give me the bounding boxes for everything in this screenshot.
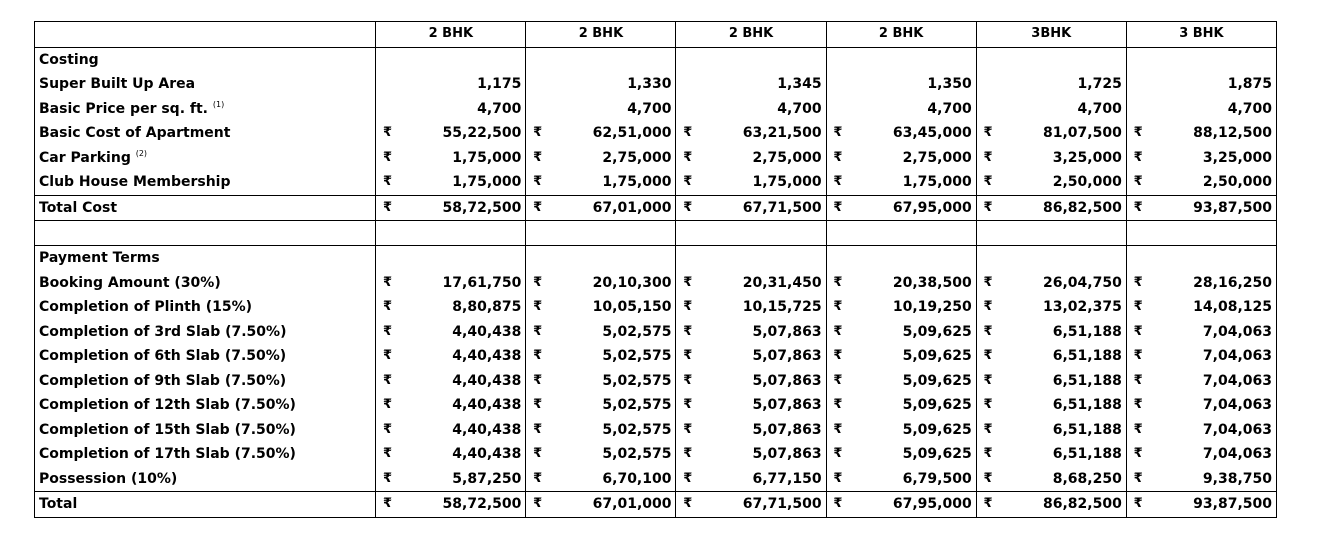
value-cell: 7,04,063	[1149, 393, 1276, 418]
currency-symbol: ₹	[976, 393, 999, 418]
currency-symbol	[526, 72, 549, 97]
value-cell: 1,875	[1149, 72, 1276, 97]
table-row	[35, 418, 1277, 443]
value-cell: 26,04,750	[1043, 274, 1122, 291]
value-cell: 6,51,188	[1052, 348, 1122, 365]
currency-symbol: ₹	[376, 146, 399, 171]
currency-symbol: ₹	[826, 418, 849, 443]
footnote-marker: (2)	[135, 148, 148, 158]
value-cell: 6,79,500	[902, 470, 972, 487]
currency-symbol-cell	[976, 246, 999, 271]
value-cell: 10,05,150	[592, 299, 672, 316]
table-row	[35, 97, 1277, 122]
value-cell: 93,87,500	[1149, 492, 1276, 518]
value-cell: 6,51,188	[1052, 372, 1122, 389]
currency-symbol: ₹	[676, 121, 699, 146]
value-cell: 2,75,000	[902, 149, 972, 166]
value-cell: 67,01,000	[549, 492, 676, 518]
table-row	[35, 467, 1277, 492]
value-cell: 7,04,063	[1149, 442, 1276, 467]
row-label-text: Completion of 6th Slab (7.50%)	[39, 348, 287, 365]
value-cell: 5,02,575	[602, 397, 672, 414]
currency-symbol: ₹	[676, 295, 699, 320]
spacer-cell	[676, 221, 826, 246]
table-row	[35, 393, 1277, 418]
row-label-text: Basic Price per sq. ft.	[39, 100, 208, 117]
currency-symbol: ₹	[526, 418, 549, 443]
currency-symbol-cell	[1126, 246, 1149, 271]
spacer-cell	[526, 221, 676, 246]
row-label	[35, 195, 376, 221]
currency-symbol	[526, 97, 549, 122]
table-row	[35, 344, 1277, 369]
value-cell: 5,07,863	[752, 397, 822, 414]
value-cell: 4,40,438	[452, 372, 522, 389]
currency-symbol	[976, 72, 999, 97]
row-label	[35, 344, 376, 369]
value-cell: 1,75,000	[452, 174, 522, 191]
table-row	[35, 442, 1277, 467]
row-label-text: Completion of Plinth (15%)	[39, 299, 252, 316]
value-cell: 1,75,000	[602, 174, 672, 191]
currency-symbol: ₹	[826, 492, 849, 518]
currency-symbol: ₹	[526, 320, 549, 345]
value-cell: 4,40,438	[452, 348, 522, 365]
row-label-text: Basic Cost of Apartment	[39, 125, 231, 142]
value-cell	[999, 246, 1126, 271]
value-cell: 2,50,000	[1052, 174, 1122, 191]
currency-symbol: ₹	[826, 146, 849, 171]
spacer-cell	[826, 221, 976, 246]
currency-symbol: ₹	[1126, 170, 1149, 195]
currency-symbol: ₹	[676, 492, 699, 518]
value-cell	[849, 47, 976, 72]
value-cell: 7,04,063	[1149, 320, 1276, 345]
currency-symbol: ₹	[976, 146, 999, 171]
value-cell: 1,725	[1077, 76, 1122, 93]
value-cell: 5,07,863	[752, 421, 822, 438]
currency-symbol: ₹	[676, 320, 699, 345]
currency-symbol: ₹	[826, 170, 849, 195]
value-cell: 4,40,438	[452, 446, 522, 463]
currency-symbol: ₹	[976, 295, 999, 320]
value-cell: 10,15,725	[742, 299, 822, 316]
value-cell: 4,700	[477, 100, 522, 117]
header-blank-cell	[35, 22, 376, 48]
row-label-text: Booking Amount (30%)	[39, 274, 221, 291]
value-cell: 5,02,575	[602, 446, 672, 463]
currency-symbol-cell	[976, 47, 999, 72]
currency-symbol: ₹	[1126, 442, 1149, 467]
currency-symbol-cell	[826, 47, 849, 72]
row-label-text: Completion of 12th Slab (7.50%)	[39, 397, 296, 414]
currency-symbol: ₹	[676, 344, 699, 369]
currency-symbol: ₹	[676, 418, 699, 443]
currency-symbol: ₹	[1126, 467, 1149, 492]
spacer-cell	[1126, 221, 1276, 246]
currency-symbol: ₹	[1126, 344, 1149, 369]
row-label	[35, 271, 376, 296]
table-row	[35, 121, 1277, 146]
value-cell: 4,40,438	[452, 323, 522, 340]
currency-symbol: ₹	[526, 121, 549, 146]
currency-symbol: ₹	[526, 344, 549, 369]
row-label	[35, 369, 376, 394]
currency-symbol	[976, 97, 999, 122]
currency-symbol: ₹	[376, 170, 399, 195]
section-heading: Payment Terms	[35, 246, 376, 271]
currency-symbol	[376, 97, 399, 122]
value-cell: 1,350	[927, 76, 972, 93]
value-cell: 20,38,500	[892, 274, 972, 291]
value-cell: 4,700	[777, 100, 822, 117]
currency-symbol: ₹	[1126, 271, 1149, 296]
currency-symbol: ₹	[376, 295, 399, 320]
value-cell: 4,40,438	[452, 397, 522, 414]
currency-symbol: ₹	[976, 170, 999, 195]
currency-symbol: ₹	[976, 442, 999, 467]
currency-symbol: ₹	[1126, 393, 1149, 418]
value-cell: 5,02,575	[602, 348, 672, 365]
table-row	[35, 295, 1277, 320]
spacer-cell	[976, 221, 1126, 246]
value-cell: 58,72,500	[399, 195, 526, 221]
currency-symbol: ₹	[1126, 320, 1149, 345]
value-cell: 5,07,863	[752, 372, 822, 389]
pricing-table	[34, 21, 1277, 518]
value-cell: 6,70,100	[602, 470, 672, 487]
value-cell: 7,04,063	[1149, 344, 1276, 369]
currency-symbol: ₹	[676, 170, 699, 195]
value-cell: 58,72,500	[399, 492, 526, 518]
currency-symbol: ₹	[976, 320, 999, 345]
value-cell: 5,09,625	[902, 348, 972, 365]
currency-symbol: ₹	[376, 442, 399, 467]
row-label	[35, 97, 376, 122]
section-heading: Costing	[35, 47, 376, 72]
currency-symbol-cell	[526, 47, 549, 72]
value-cell: 67,01,000	[549, 195, 676, 221]
column-header: 3BHK	[976, 22, 1126, 48]
row-label-text: Possession (10%)	[39, 470, 178, 487]
currency-symbol: ₹	[826, 344, 849, 369]
value-cell: 8,80,875	[452, 299, 522, 316]
currency-symbol-cell	[676, 246, 699, 271]
total-row	[35, 195, 1277, 221]
currency-symbol: ₹	[1126, 195, 1149, 221]
row-label-text: Car Parking	[39, 149, 131, 166]
value-cell	[399, 246, 526, 271]
value-cell: 1,330	[627, 76, 672, 93]
currency-symbol: ₹	[376, 393, 399, 418]
value-cell: 63,21,500	[742, 125, 822, 142]
row-label-text: Completion of 9th Slab (7.50%)	[39, 372, 287, 389]
value-cell: 55,22,500	[442, 125, 522, 142]
row-label-text: Club House Membership	[39, 174, 231, 191]
value-cell: 67,95,000	[849, 492, 976, 518]
currency-symbol: ₹	[376, 320, 399, 345]
currency-symbol: ₹	[526, 369, 549, 394]
currency-symbol	[826, 72, 849, 97]
currency-symbol-cell	[826, 246, 849, 271]
currency-symbol	[676, 72, 699, 97]
currency-symbol: ₹	[1126, 492, 1149, 518]
currency-symbol: ₹	[1126, 295, 1149, 320]
currency-symbol: ₹	[826, 121, 849, 146]
value-cell	[699, 47, 826, 72]
currency-symbol: ₹	[826, 195, 849, 221]
currency-symbol: ₹	[976, 467, 999, 492]
value-cell: 4,700	[627, 100, 672, 117]
currency-symbol: ₹	[526, 195, 549, 221]
row-label	[35, 170, 376, 195]
currency-symbol: ₹	[376, 195, 399, 221]
currency-symbol: ₹	[676, 195, 699, 221]
value-cell	[399, 47, 526, 72]
currency-symbol: ₹	[976, 369, 999, 394]
column-header: 2 BHK	[376, 22, 526, 48]
currency-symbol: ₹	[976, 121, 999, 146]
row-label	[35, 146, 376, 171]
currency-symbol	[376, 72, 399, 97]
total-row	[35, 492, 1277, 518]
value-cell: 1,75,000	[902, 174, 972, 191]
currency-symbol: ₹	[1126, 369, 1149, 394]
currency-symbol: ₹	[676, 146, 699, 171]
row-label	[35, 295, 376, 320]
value-cell: 4,700	[1077, 100, 1122, 117]
currency-symbol: ₹	[676, 393, 699, 418]
currency-symbol: ₹	[376, 369, 399, 394]
spacer-cell	[35, 221, 376, 246]
currency-symbol: ₹	[376, 492, 399, 518]
currency-symbol: ₹	[676, 442, 699, 467]
row-label-text: Total Cost	[39, 199, 118, 216]
value-cell: 4,40,438	[452, 421, 522, 438]
row-label	[35, 418, 376, 443]
spacer-row	[35, 221, 1277, 246]
value-cell: 3,25,000	[1052, 149, 1122, 166]
currency-symbol: ₹	[826, 320, 849, 345]
row-label	[35, 492, 376, 518]
currency-symbol: ₹	[376, 418, 399, 443]
value-cell: 93,87,500	[1149, 195, 1276, 221]
table-row	[35, 72, 1277, 97]
currency-symbol	[1126, 97, 1149, 122]
currency-symbol-cell	[376, 246, 399, 271]
currency-symbol	[1126, 72, 1149, 97]
currency-symbol: ₹	[976, 344, 999, 369]
currency-symbol: ₹	[376, 467, 399, 492]
row-label	[35, 72, 376, 97]
currency-symbol: ₹	[826, 369, 849, 394]
column-header: 3 BHK	[1126, 22, 1276, 48]
value-cell	[549, 47, 676, 72]
value-cell: 4,700	[927, 100, 972, 117]
value-cell: 20,31,450	[742, 274, 822, 291]
value-cell: 5,07,863	[752, 348, 822, 365]
value-cell: 5,09,625	[902, 397, 972, 414]
value-cell: 28,16,250	[1149, 271, 1276, 296]
currency-symbol: ₹	[526, 393, 549, 418]
table-row	[35, 320, 1277, 345]
value-cell: 2,50,000	[1149, 170, 1276, 195]
currency-symbol: ₹	[526, 467, 549, 492]
value-cell: 6,51,188	[1052, 323, 1122, 340]
row-label-text: Completion of 15th Slab (7.50%)	[39, 421, 296, 438]
value-cell: 86,82,500	[999, 195, 1126, 221]
currency-symbol: ₹	[1126, 146, 1149, 171]
column-header: 2 BHK	[826, 22, 976, 48]
currency-symbol: ₹	[1126, 121, 1149, 146]
currency-symbol: ₹	[376, 121, 399, 146]
value-cell: 14,08,125	[1149, 295, 1276, 320]
value-cell: 5,87,250	[452, 470, 522, 487]
value-cell: 5,02,575	[602, 323, 672, 340]
currency-symbol-cell	[526, 246, 549, 271]
value-cell: 1,75,000	[752, 174, 822, 191]
value-cell: 7,04,063	[1149, 418, 1276, 443]
value-cell: 5,07,863	[752, 323, 822, 340]
row-label	[35, 393, 376, 418]
value-cell: 1,345	[777, 76, 822, 93]
section-heading-row	[35, 246, 1277, 271]
value-cell: 6,51,188	[1052, 421, 1122, 438]
value-cell: 62,51,000	[592, 125, 672, 142]
currency-symbol: ₹	[676, 369, 699, 394]
row-label	[35, 442, 376, 467]
value-cell: 6,51,188	[1052, 446, 1122, 463]
value-cell: 13,02,375	[1043, 299, 1122, 316]
value-cell: 67,71,500	[699, 195, 826, 221]
currency-symbol: ₹	[676, 467, 699, 492]
value-cell	[699, 246, 826, 271]
currency-symbol: ₹	[826, 442, 849, 467]
column-header: 2 BHK	[676, 22, 826, 48]
column-header: 2 BHK	[526, 22, 676, 48]
value-cell: 5,07,863	[752, 446, 822, 463]
currency-symbol-cell	[376, 47, 399, 72]
value-cell: 20,10,300	[592, 274, 672, 291]
value-cell: 9,38,750	[1149, 467, 1276, 492]
table-row	[35, 146, 1277, 171]
currency-symbol-cell	[1126, 47, 1149, 72]
value-cell: 86,82,500	[999, 492, 1126, 518]
value-cell	[999, 47, 1126, 72]
value-cell: 5,09,625	[902, 372, 972, 389]
value-cell: 88,12,500	[1149, 121, 1276, 146]
currency-symbol: ₹	[826, 393, 849, 418]
value-cell: 6,51,188	[1052, 397, 1122, 414]
value-cell: 5,02,575	[602, 421, 672, 438]
row-label-text: Completion of 17th Slab (7.50%)	[39, 446, 296, 463]
currency-symbol: ₹	[376, 271, 399, 296]
currency-symbol: ₹	[526, 170, 549, 195]
currency-symbol: ₹	[1126, 418, 1149, 443]
value-cell: 2,75,000	[602, 149, 672, 166]
currency-symbol: ₹	[826, 295, 849, 320]
value-cell: 8,68,250	[1052, 470, 1122, 487]
currency-symbol-cell	[676, 47, 699, 72]
header-row	[35, 22, 1277, 48]
value-cell: 7,04,063	[1149, 369, 1276, 394]
row-label-text: Total	[39, 496, 78, 513]
value-cell: 5,09,625	[902, 446, 972, 463]
spacer-cell	[376, 221, 526, 246]
table-row	[35, 271, 1277, 296]
currency-symbol: ₹	[976, 492, 999, 518]
value-cell: 5,09,625	[902, 421, 972, 438]
value-cell	[549, 246, 676, 271]
value-cell: 5,09,625	[902, 323, 972, 340]
value-cell: 63,45,000	[892, 125, 972, 142]
currency-symbol: ₹	[826, 467, 849, 492]
currency-symbol	[826, 97, 849, 122]
currency-symbol: ₹	[976, 418, 999, 443]
value-cell: 3,25,000	[1149, 146, 1276, 171]
value-cell: 5,02,575	[602, 372, 672, 389]
currency-symbol: ₹	[526, 146, 549, 171]
row-label	[35, 320, 376, 345]
currency-symbol: ₹	[976, 195, 999, 221]
footnote-marker: (1)	[212, 99, 225, 109]
table-row	[35, 369, 1277, 394]
currency-symbol: ₹	[676, 271, 699, 296]
value-cell: 10,19,250	[892, 299, 972, 316]
currency-symbol: ₹	[526, 295, 549, 320]
currency-symbol: ₹	[526, 492, 549, 518]
row-label-text: Completion of 3rd Slab (7.50%)	[39, 323, 287, 340]
value-cell: 17,61,750	[442, 274, 522, 291]
value-cell: 1,75,000	[452, 149, 522, 166]
value-cell: 81,07,500	[1043, 125, 1122, 142]
table-row	[35, 170, 1277, 195]
currency-symbol: ₹	[376, 344, 399, 369]
value-cell: 67,95,000	[849, 195, 976, 221]
currency-symbol: ₹	[976, 271, 999, 296]
value-cell	[1149, 47, 1276, 72]
value-cell	[849, 246, 976, 271]
section-heading-row	[35, 47, 1277, 72]
currency-symbol: ₹	[826, 271, 849, 296]
row-label-text: Super Built Up Area	[39, 76, 196, 93]
value-cell: 1,175	[477, 76, 522, 93]
row-label	[35, 467, 376, 492]
currency-symbol: ₹	[526, 271, 549, 296]
value-cell: 67,71,500	[699, 492, 826, 518]
value-cell	[1149, 246, 1276, 271]
currency-symbol	[676, 97, 699, 122]
value-cell: 6,77,150	[752, 470, 822, 487]
row-label	[35, 121, 376, 146]
currency-symbol: ₹	[526, 442, 549, 467]
value-cell: 2,75,000	[752, 149, 822, 166]
value-cell: 4,700	[1149, 97, 1276, 122]
